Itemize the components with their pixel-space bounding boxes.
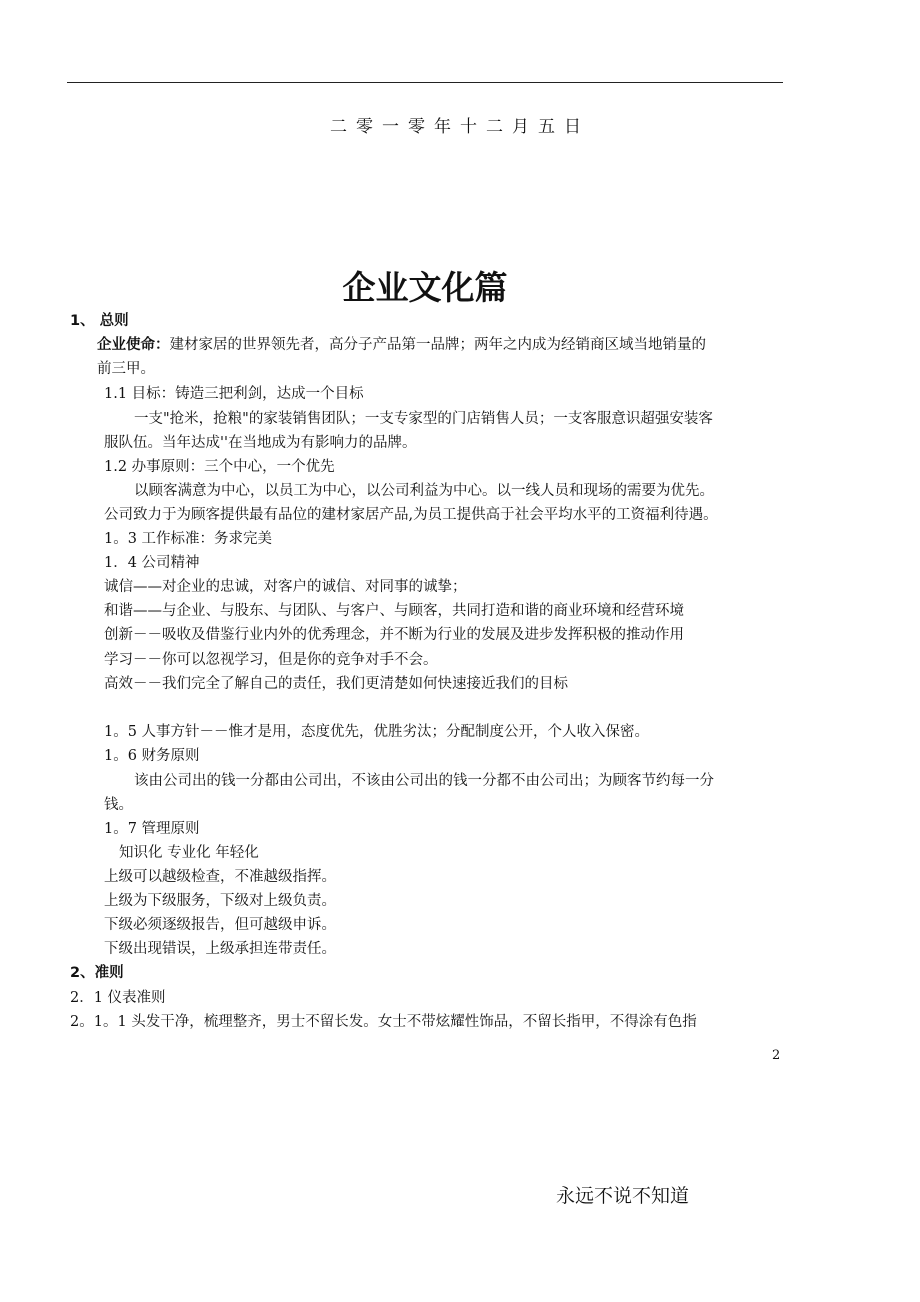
principle-heading: 1.2 办事原则：三个中心，一个优先 [104,459,335,475]
mission-continuation: 前三甲。 [97,361,155,377]
section-1-heading [70,311,129,331]
finance-line-2: 钱。 [104,797,133,813]
spirit-item-learning: 学习－－你可以忽视学习，但是你的竞争对手不会。 [104,652,438,668]
management-heading: 1。7 管理原则 [104,821,200,837]
goal-line-1: 一支"抢米，抢粮"的家装销售团队；一支专家型的门店销售人员；一支客服意识超强安装客 [134,411,713,427]
mission-line [97,335,706,355]
standard-line: 1。3 工作标准：务求完美 [104,531,273,547]
management-item: 下级出现错误，上级承担连带责任。 [104,941,336,957]
spirit-item-harmony: 和谐——与企业、与股东、与团队、与客户、与顾客，共同打造和谐的商业环境和经营环境 [104,603,684,619]
management-subheading: 知识化 专业化 年轻化 [119,845,259,861]
finance-line-1: 该由公司出的钱一分都由公司出，不该由公司出的钱一分都不由公司出；为顾客节约每一分 [134,773,714,789]
spirit-item-innovation: 创新－－吸收及借鉴行业内外的优秀理念，并不断为行业的发展及进步发挥积极的推动作用 [104,627,684,643]
page-title: 企业文化篇 [342,268,508,307]
section-2-heading [70,963,124,983]
management-item: 下级必须逐级报告，但可越级申诉。 [104,917,336,933]
management-item: 上级可以越级检查，不准越级指挥。 [104,869,336,885]
finance-heading: 1。6 财务原则 [104,748,200,764]
appearance-heading: 2．1 仪表准则 [70,990,166,1006]
header-rule [67,82,783,83]
principle-line-2: 公司致力于为顾客提供最有品位的建材家居产品,为员工提供高于社会平均水平的工资福利待遇。 [104,507,718,523]
mission-text: 建材家居的世界领先者，高分子产品第一品牌；两年之内成为经销商区域当地销量的 [169,337,706,353]
spirit-item-efficiency: 高效－－我们完全了解自己的责任，我们更清楚如何快速接近我们的目标 [104,676,568,692]
mission-label: 企业使命： [97,337,170,353]
section-title: 总则 [99,313,129,329]
principle-line-1: 以顾客满意为中心，以员工为中心，以公司利益为中心。以一线人员和现场的需要为优先。 [134,483,714,499]
appearance-line-1: 2。1。1 头发干净，梳理整齐，男士不留长发。女士不带炫耀性饰品，不留长指甲，不得涂有色指 [70,1014,697,1030]
goal-heading: 1.1 目标：铸造三把利剑，达成一个目标 [104,386,364,402]
document-date: 二零一零年十二月五日 [330,117,590,137]
management-item: 上级为下级服务，下级对上级负责。 [104,893,336,909]
hr-policy-line: 1。5 人事方针－－惟才是用，态度优先，优胜劣汰；分配制度公开，个人收入保密。 [104,724,650,740]
goal-line-2: 服队伍。当年达成''在当地成为有影响力的品牌。 [104,435,417,451]
spirit-item-integrity: 诚信——对企业的忠诚，对客户的诚信、对同事的诚挚； [104,579,467,595]
footer-slogan: 永远不说不知道 [556,1185,690,1207]
spirit-heading: 1．4 公司精神 [104,555,200,571]
section-number: 2、 [70,965,95,981]
page-number: 2 [772,1048,781,1063]
section-number: 1、 [70,313,95,329]
section-title: 准则 [94,965,124,981]
